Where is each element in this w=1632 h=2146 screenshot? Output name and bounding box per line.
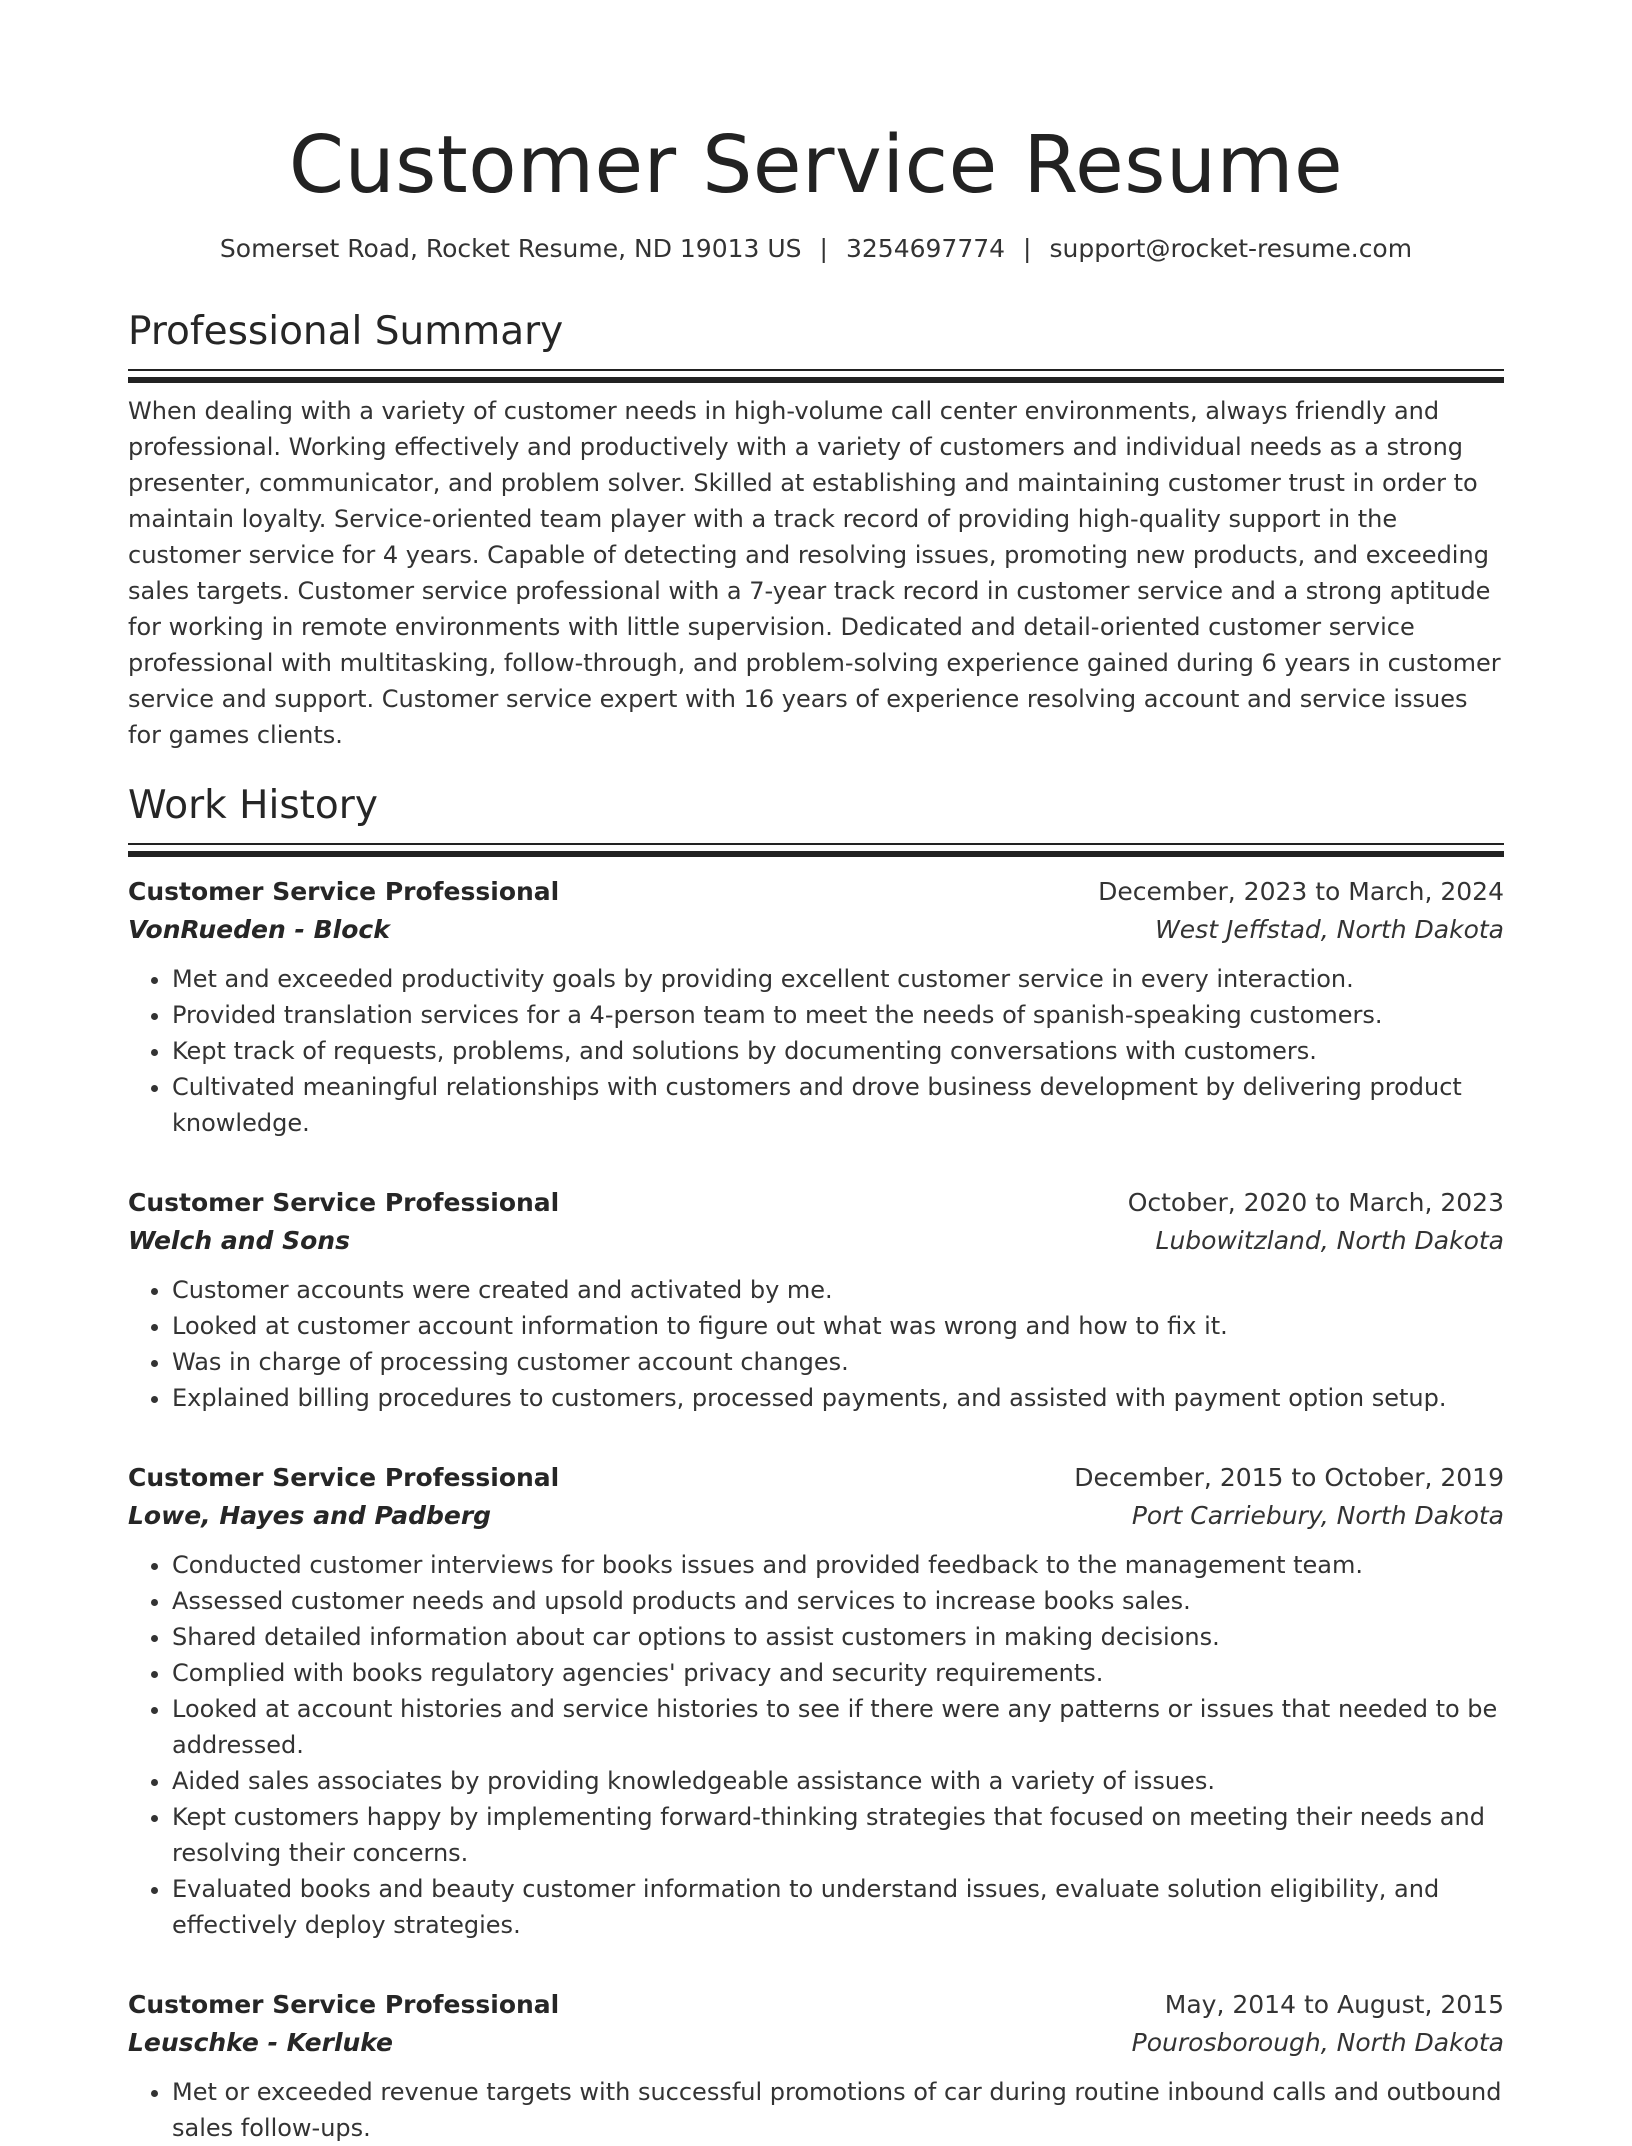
work-history-section [128, 782, 1504, 2146]
job-bullet: • Looked at customer account information to figure out what was wrong and how to fix it. [172, 1308, 1504, 1344]
summary-text: When dealing with a variety of customer needs in high-volume call center environments, always friendly and professional. Working effectively and productively with a variety of customers and individual needs as a strong presenter, communicator, and problem solver. Skilled at establishing and maintaining customer trust in order to maintain loyalty. Service-oriented team player with a track record of providing high-quality support in the customer service for 4 years. Capable of detecting and resolving issues, promoting new products, and exceeding sales targets. Customer service professional with a 7-year track record in customer service and a strong aptitude for working in remote environments with little supervision. Dedicated and detail-oriented customer service professional with multitasking, follow-through, and problem-solving experience gained during 6 years in customer service and support. Customer service expert with 16 years of experience resolving account and service issues for games clients. [128, 397, 1501, 750]
job-title: Customer Service Professional [128, 1462, 560, 1492]
job-entry [128, 1185, 1504, 1416]
job-bullet: • Assessed customer needs and upsold products and services to increase books sales. [172, 1583, 1504, 1619]
job-dates: December, 2015 to October, 2019 [1074, 1462, 1504, 1492]
job-bullet-list [128, 961, 1504, 1141]
contact-address: Somerset Road, Rocket Resume, ND 19013 US [219, 233, 802, 263]
section-divider [128, 843, 1504, 857]
job-bullet-list [128, 2074, 1504, 2146]
job-title: Customer Service Professional [128, 1989, 560, 2019]
job-company-row [128, 910, 1504, 950]
job-list [128, 874, 1504, 2146]
job-bullet: • Shared detailed information about car options to assist customers in making decisions. [172, 1619, 1504, 1655]
job-bullet: • Conducted customer interviews for books issues and provided feedback to the management team. [172, 1547, 1504, 1583]
job-title: Customer Service Professional [128, 876, 560, 906]
job-location: Lubowitzland, North Dakota [1155, 1225, 1504, 1255]
job-bullet: • Evaluated books and beauty customer information to understand issues, evaluate solution eligibility, and effectively deploy strategies. [172, 1871, 1504, 1943]
job-company: Leuschke - Kerluke [128, 2027, 394, 2057]
job-bullet: • Cultivated meaningful relationships with customers and drove business development by delivering product knowledge. [172, 1069, 1504, 1141]
job-dates: May, 2014 to August, 2015 [1164, 1989, 1504, 2019]
job-bullet: • Complied with books regulatory agencies' privacy and security requirements. [172, 1655, 1504, 1691]
contact-separator: | [819, 233, 828, 263]
job-company: VonRueden - Block [128, 914, 390, 944]
job-bullet: • Provided translation services for a 4-person team to meet the needs of spanish-speaking customers. [172, 997, 1504, 1033]
job-bullet-list [128, 1547, 1504, 1943]
job-location: West Jeffstad, North Dakota [1155, 914, 1504, 944]
job-bullet: • Kept track of requests, problems, and solutions by documenting conversations with customers. [172, 1033, 1504, 1069]
professional-summary-section [128, 308, 1504, 753]
job-bullet: • Kept customers happy by implementing forward-thinking strategies that focused on meeting their needs and resolving their concerns. [172, 1799, 1504, 1871]
job-bullet: • Was in charge of processing customer account changes. [172, 1344, 1504, 1380]
job-entry [128, 1987, 1504, 2146]
job-bullet: • Explained billing procedures to customers, processed payments, and assisted with payment option setup. [172, 1380, 1504, 1416]
job-dates: December, 2023 to March, 2024 [1098, 876, 1504, 906]
job-company-row [128, 1496, 1504, 1536]
contact-email: support@rocket-resume.com [1049, 233, 1413, 263]
section-divider [128, 369, 1504, 383]
section-title-work-history: Work History [128, 783, 378, 829]
job-company: Welch and Sons [128, 1225, 350, 1255]
job-bullet: • Looked at account histories and service histories to see if there were any patterns or issues that needed to be addressed. [172, 1691, 1504, 1763]
contact-line [128, 233, 1504, 266]
job-location: Port Carriebury, North Dakota [1131, 1500, 1504, 1530]
section-title-summary: Professional Summary [128, 309, 564, 355]
resume-page [128, 0, 1504, 2146]
job-entry [128, 1460, 1504, 1943]
job-header-row [128, 1185, 1504, 1221]
job-header-row [128, 874, 1504, 910]
contact-separator: | [1023, 233, 1032, 263]
job-company-row [128, 2023, 1504, 2063]
contact-phone: 3254697774 [845, 233, 1006, 263]
job-entry [128, 874, 1504, 1141]
job-bullet: • Met and exceeded productivity goals by providing excellent customer service in every interaction. [172, 961, 1504, 997]
job-company-row [128, 1221, 1504, 1261]
resume-title: Customer Service Resume [288, 119, 1344, 211]
job-bullet: • Customer accounts were created and activated by me. [172, 1272, 1504, 1308]
job-bullet: • Met or exceeded revenue targets with successful promotions of car during routine inbound calls and outbound sales follow-ups. [172, 2074, 1504, 2146]
job-company: Lowe, Hayes and Padberg [128, 1500, 492, 1530]
job-location: Pourosborough, North Dakota [1131, 2027, 1504, 2057]
job-header-row [128, 1987, 1504, 2023]
job-bullet-list [128, 1272, 1504, 1416]
job-header-row [128, 1460, 1504, 1496]
job-bullet: • Aided sales associates by providing knowledgeable assistance with a variety of issues. [172, 1763, 1504, 1799]
job-title: Customer Service Professional [128, 1187, 560, 1217]
job-dates: October, 2020 to March, 2023 [1127, 1187, 1504, 1217]
